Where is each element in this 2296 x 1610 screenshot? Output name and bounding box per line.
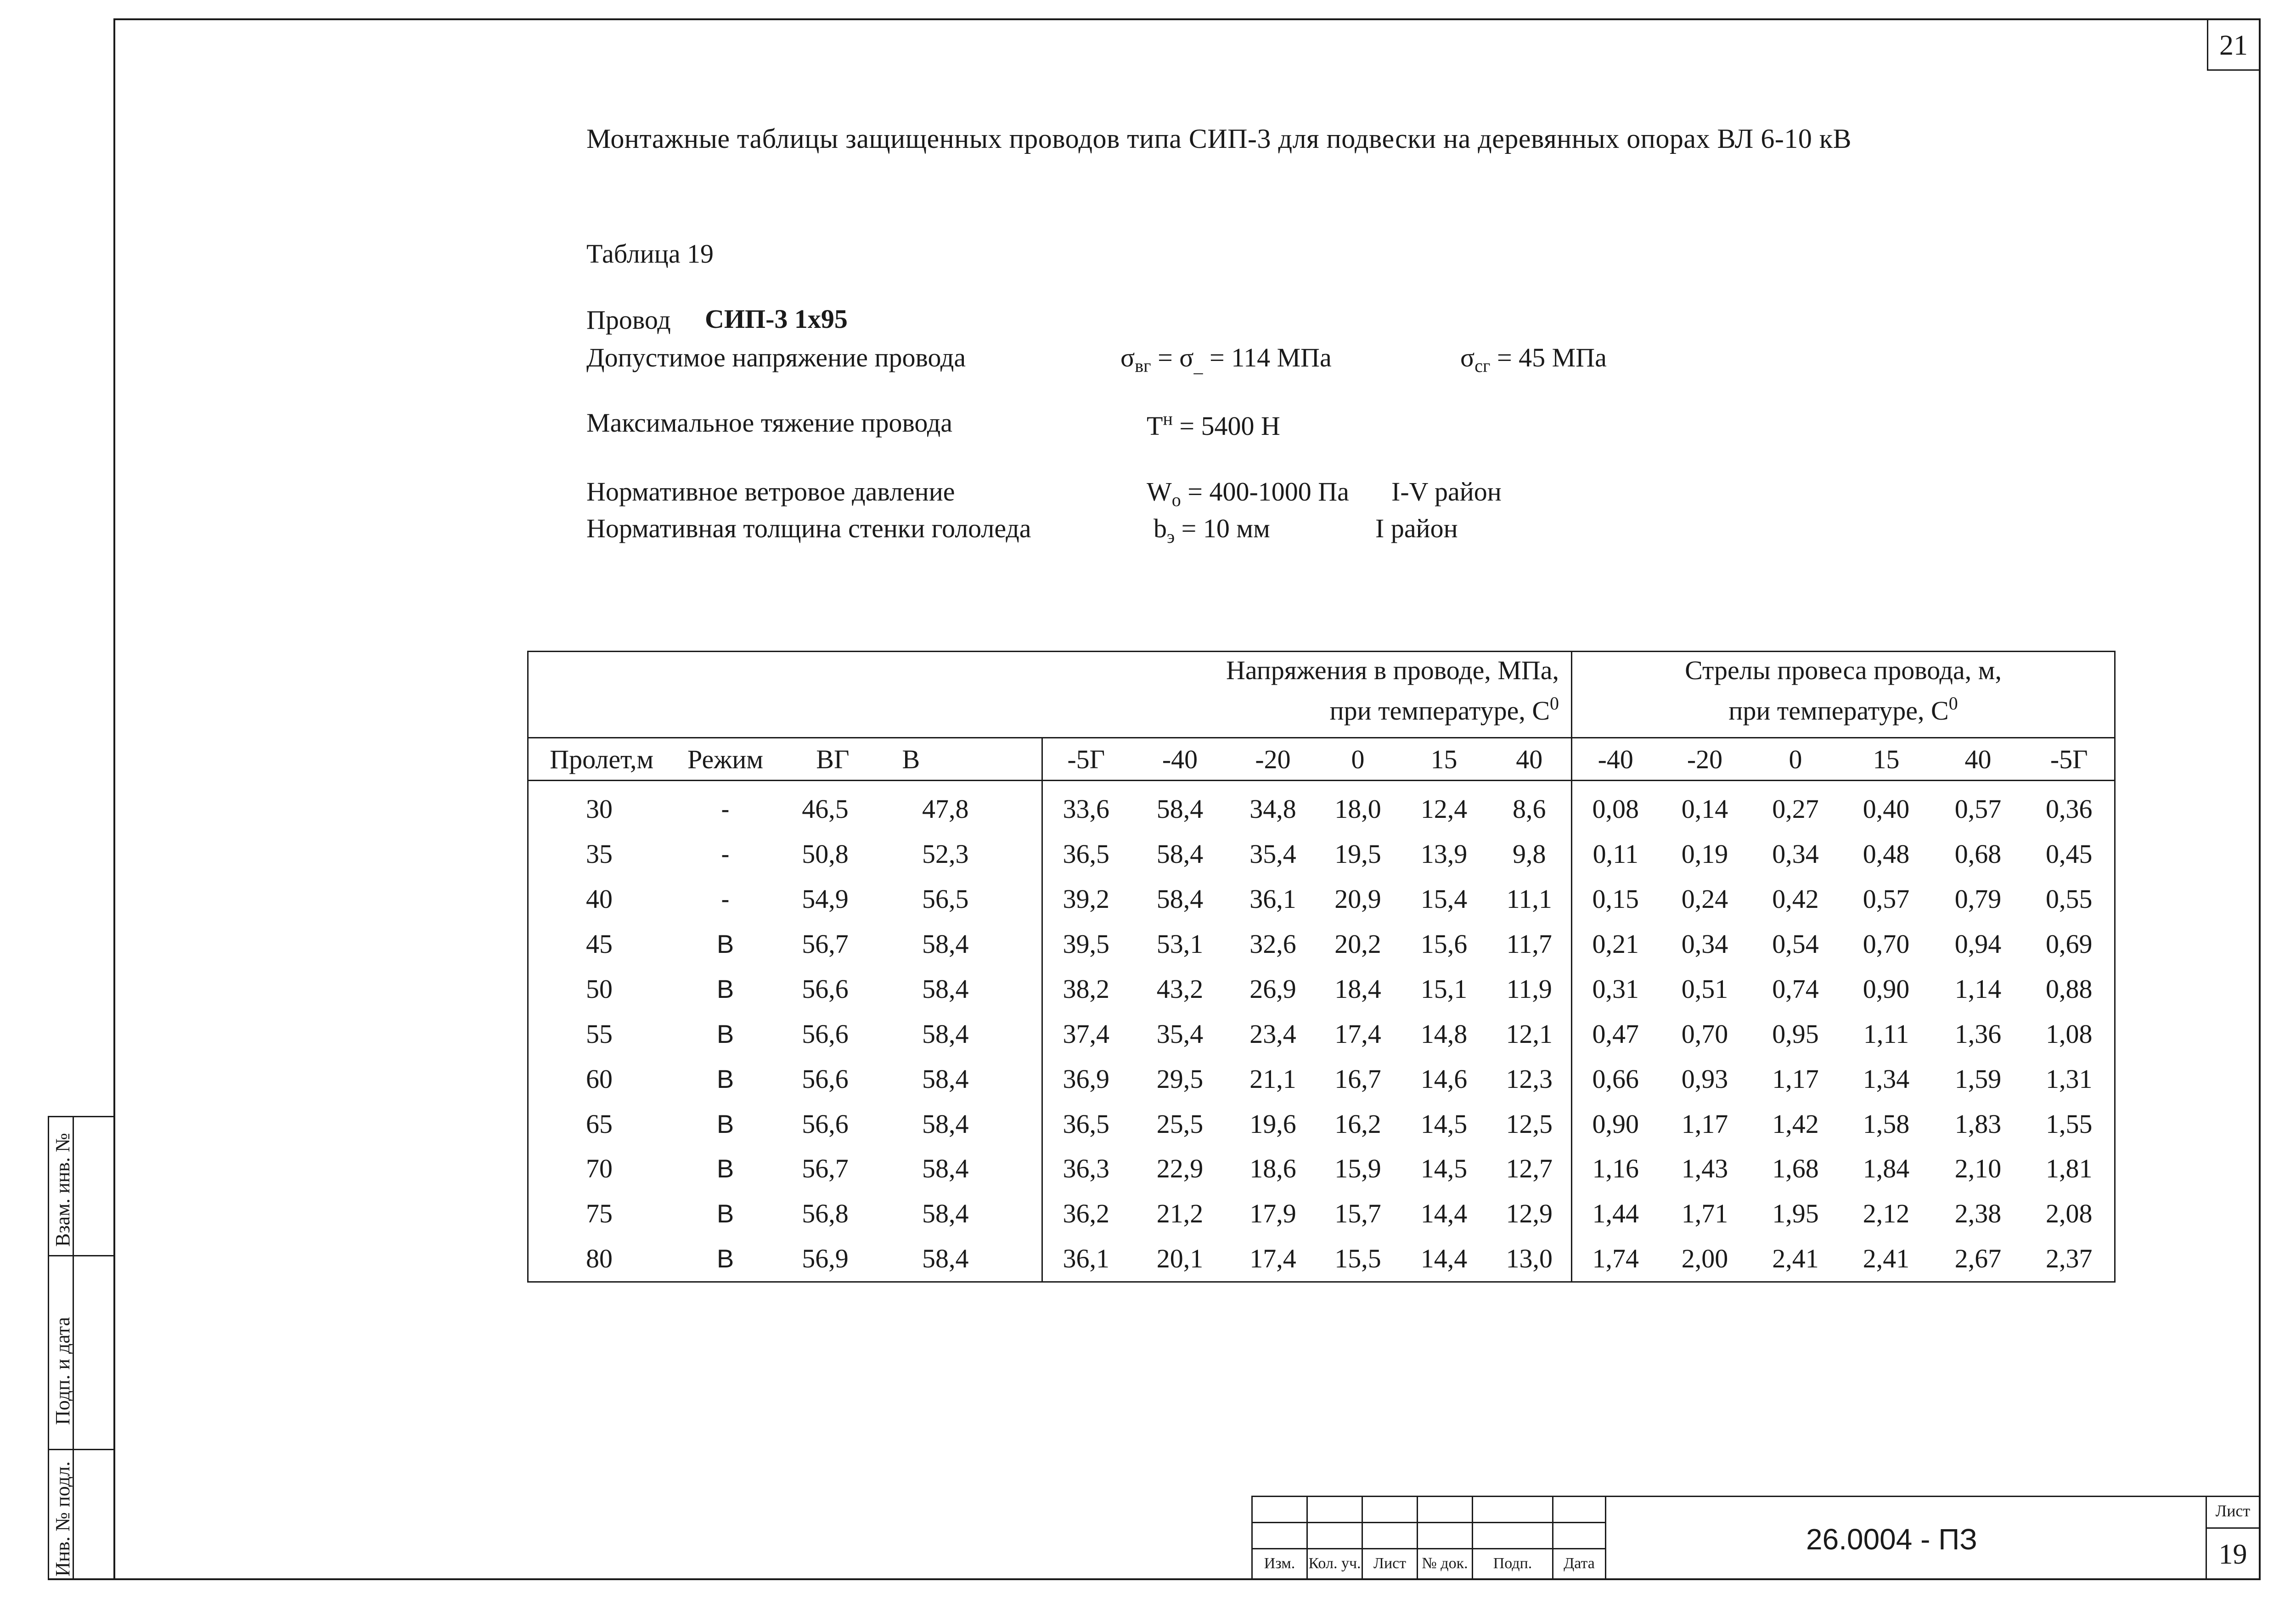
col-header: -5Г: [2024, 737, 2115, 780]
sheet-number: 19: [2218, 1539, 2247, 1570]
value-cell: 2,67: [1954, 1244, 2002, 1274]
value-cell: 56,6: [802, 1109, 849, 1139]
sheet-number-top: 21: [2219, 30, 2248, 61]
value-cell: 18,0: [1334, 794, 1381, 824]
sheet-number-box-top: [2207, 20, 2259, 71]
span-cell: 50: [586, 974, 613, 1004]
value-cell: 58,4: [922, 929, 969, 959]
sigma-blank-subscript: _: [1193, 355, 1203, 376]
mode-cell: В: [716, 1064, 734, 1093]
value-cell: 0,88: [2046, 974, 2093, 1004]
max-tension-value: [1147, 410, 1280, 439]
value-cell: 14,8: [1420, 1019, 1468, 1049]
mode-cell: В: [716, 1244, 734, 1273]
value-cell: 1,74: [1572, 1236, 1659, 1281]
value-cell: 2,37: [2046, 1244, 2093, 1274]
side-stamp-row-divider-2: [49, 1449, 115, 1450]
value-cell: 2,12: [1863, 1199, 1910, 1229]
wind-label: Нормативное ветровое давление: [586, 477, 955, 507]
allowable-stress-value: [1120, 344, 1332, 375]
value-cell: 36,1: [1249, 884, 1296, 914]
mode-cell: В: [716, 1154, 734, 1183]
sag-group-line1: Стрелы провеса провода, м,: [1685, 655, 2002, 685]
value-cell: 0,34: [1681, 929, 1728, 959]
value-cell: 9,8: [1513, 839, 1546, 869]
span-cell: 30: [586, 794, 613, 824]
stress-group-line1: Напряжения в проводе, МПа,: [1226, 655, 1559, 685]
frame-top: [113, 18, 2261, 20]
wind-subscript: о: [1171, 490, 1181, 510]
sag-group-temp: при температуре, С: [1728, 696, 1949, 726]
value-cell: 58,4: [922, 1064, 969, 1094]
value-cell: 12,7: [1506, 1154, 1553, 1184]
ice-value: [1154, 515, 1270, 546]
value-cell: 8,6: [1513, 794, 1546, 824]
table-row: [528, 966, 2115, 1011]
col-header: -5Г: [1042, 737, 1130, 780]
side-stamp-vzam: Взам. инв. №: [51, 1133, 74, 1247]
sigma-sg-subscript: сг: [1474, 355, 1491, 376]
value-cell: 15,6: [1420, 929, 1468, 959]
sigma-value: = 114 МПа: [1203, 343, 1332, 372]
value-cell: 1,36: [1954, 1019, 2002, 1049]
col-header: В: [875, 737, 1042, 780]
value-cell: 1,81: [2046, 1154, 2093, 1184]
mode-cell: В: [716, 1199, 734, 1228]
page-heading: Монтажные таблицы защищенных проводов типа СИП-3 для подвески на деревянных опорах ВЛ 6-10 кВ: [586, 124, 1852, 154]
col-header: 15: [1840, 737, 1932, 780]
value-cell: 0,68: [1954, 839, 2002, 869]
value-cell: 15,4: [1420, 884, 1468, 914]
col-header: 0: [1316, 737, 1401, 780]
value-cell: 17,4: [1334, 1019, 1381, 1049]
value-cell: 11,7: [1506, 929, 1552, 959]
value-cell: 2,00: [1681, 1244, 1728, 1274]
side-stamp-podp: Подп. и дата: [51, 1317, 74, 1425]
span-cell: 40: [586, 884, 613, 914]
value-cell: 47,8: [922, 794, 969, 824]
tension-number: = 5400 Н: [1172, 411, 1280, 441]
value-cell: 58,4: [922, 1019, 969, 1049]
value-cell: 0,66: [1572, 1056, 1659, 1101]
value-cell: 1,58: [1863, 1109, 1910, 1139]
table-row: [528, 1011, 2115, 1056]
sigma-sg-value: [1460, 344, 1607, 375]
value-cell: 0,70: [1863, 929, 1910, 959]
tb-label: Лист: [1362, 1548, 1418, 1579]
tension-symbol: Т: [1147, 411, 1163, 441]
wind-value: [1147, 478, 1349, 509]
value-cell: 0,27: [1772, 794, 1819, 824]
value-cell: 15,9: [1334, 1154, 1381, 1184]
value-cell: 39,2: [1042, 877, 1130, 922]
value-cell: 19,5: [1334, 839, 1381, 869]
sigma-sg-symbol: σ: [1460, 343, 1475, 372]
value-cell: 1,84: [1863, 1154, 1910, 1184]
frame-bottom: [48, 1578, 2261, 1580]
value-cell: 0,19: [1681, 839, 1728, 869]
value-cell: 1,16: [1572, 1146, 1659, 1191]
value-cell: 1,31: [2046, 1064, 2093, 1094]
value-cell: 0,57: [1954, 794, 2002, 824]
value-cell: 15,5: [1334, 1244, 1381, 1274]
table-filler-row: [528, 1281, 2115, 1282]
value-cell: 1,17: [1681, 1109, 1728, 1139]
col-header: -40: [1572, 737, 1659, 780]
col-header: 40: [1932, 737, 2024, 780]
value-cell: 58,4: [922, 1199, 969, 1229]
document-code: 26.0004 - ПЗ: [1806, 1523, 1977, 1556]
span-cell: 55: [586, 1019, 613, 1049]
ice-subscript: э: [1167, 526, 1175, 547]
value-cell: 56,9: [802, 1244, 849, 1274]
table-row: [528, 1146, 2115, 1191]
value-cell: 1,17: [1772, 1064, 1819, 1094]
table-row: [528, 877, 2115, 922]
value-cell: 0,90: [1863, 974, 1910, 1004]
col-header: 0: [1751, 737, 1840, 780]
value-cell: 0,57: [1863, 884, 1910, 914]
value-cell: 1,34: [1863, 1064, 1910, 1094]
value-cell: 18,6: [1249, 1154, 1296, 1184]
value-cell: 1,68: [1772, 1154, 1819, 1184]
stress-group-line2: [529, 687, 1559, 727]
col-header: 40: [1488, 737, 1572, 780]
value-cell: 1,59: [1954, 1064, 2002, 1094]
tb-label: Изм.: [1252, 1548, 1307, 1579]
value-cell: 0,55: [2046, 884, 2093, 914]
value-cell: 0,31: [1572, 966, 1659, 1011]
value-cell: 11,9: [1506, 974, 1552, 1004]
value-cell: 43,2: [1156, 974, 1204, 1004]
value-cell: 50,8: [802, 839, 849, 869]
span-cell: 60: [586, 1064, 613, 1094]
value-cell: 1,71: [1681, 1199, 1728, 1229]
value-cell: 56,7: [802, 929, 849, 959]
mode-cell: В: [716, 974, 734, 1003]
value-cell: 19,6: [1249, 1109, 1296, 1139]
value-cell: 56,5: [922, 884, 969, 914]
value-cell: 15,7: [1334, 1199, 1381, 1229]
value-cell: 0,36: [2046, 794, 2093, 824]
value-cell: 12,4: [1420, 794, 1468, 824]
col-header: -20: [1231, 737, 1316, 780]
value-cell: 17,9: [1249, 1199, 1296, 1229]
table-row: [528, 1191, 2115, 1236]
value-cell: 1,44: [1572, 1191, 1659, 1236]
revision-grid: [1251, 1496, 1606, 1580]
col-header: ВГ: [776, 737, 875, 780]
tb-label: Кол. уч.: [1307, 1548, 1362, 1579]
title-block: [1251, 1496, 2259, 1578]
value-cell: 20,2: [1334, 929, 1381, 959]
value-cell: 56,6: [802, 1064, 849, 1094]
sigma-sg-number: = 45 МПа: [1490, 343, 1607, 372]
value-cell: 56,7: [802, 1154, 849, 1184]
value-cell: 1,42: [1772, 1109, 1819, 1139]
value-cell: 58,4: [1156, 839, 1204, 869]
value-cell: 54,9: [802, 884, 849, 914]
value-cell: 14,5: [1420, 1109, 1468, 1139]
table-row: [528, 1056, 2115, 1101]
value-cell: 0,34: [1772, 839, 1819, 869]
value-cell: 1,95: [1772, 1199, 1819, 1229]
value-cell: 12,3: [1506, 1064, 1553, 1094]
value-cell: 0,70: [1681, 1019, 1728, 1049]
span-cell: 35: [586, 839, 613, 869]
span-cell: 65: [586, 1109, 613, 1139]
side-stamp-inv: Инв. № подл.: [51, 1461, 74, 1576]
value-cell: 14,5: [1420, 1154, 1468, 1184]
col-header: -40: [1130, 737, 1231, 780]
value-cell: 35,4: [1156, 1019, 1204, 1049]
side-stamp-row-divider-1: [49, 1255, 115, 1256]
value-cell: 0,93: [1681, 1064, 1728, 1094]
wind-number: = 400-1000 Па: [1181, 477, 1349, 507]
value-cell: 39,5: [1042, 922, 1130, 967]
value-cell: 0,47: [1572, 1011, 1659, 1056]
sigma-vg-subscript: вг: [1135, 355, 1151, 376]
col-header: Пролет,м: [528, 737, 675, 780]
sigma-eq: = σ: [1151, 343, 1194, 372]
value-cell: 17,4: [1249, 1244, 1296, 1274]
value-cell: 12,9: [1506, 1199, 1553, 1229]
tb-label: Дата: [1553, 1548, 1606, 1579]
wire-value: СИП-3 1х95: [705, 304, 848, 334]
value-cell: 18,4: [1334, 974, 1381, 1004]
value-cell: 52,3: [922, 839, 969, 869]
value-cell: 0,54: [1772, 929, 1819, 959]
value-cell: 25,5: [1156, 1109, 1204, 1139]
value-cell: 14,4: [1420, 1199, 1468, 1229]
value-cell: 0,42: [1772, 884, 1819, 914]
value-cell: 36,3: [1042, 1146, 1130, 1191]
value-cell: 0,45: [2046, 839, 2093, 869]
value-cell: 12,5: [1506, 1109, 1553, 1139]
value-cell: 36,5: [1042, 832, 1130, 877]
value-cell: 0,14: [1681, 794, 1728, 824]
value-cell: 58,4: [922, 974, 969, 1004]
value-cell: 23,4: [1249, 1019, 1296, 1049]
sheet-box-divider: [2207, 1527, 2259, 1529]
value-cell: 13,9: [1420, 839, 1468, 869]
value-cell: 35,4: [1249, 839, 1296, 869]
table-row: [528, 1236, 2115, 1281]
allowable-stress-label: Допустимое напряжение провода: [586, 343, 966, 372]
value-cell: 0,24: [1681, 884, 1728, 914]
value-cell: 13,0: [1506, 1244, 1553, 1274]
value-cell: 38,2: [1042, 966, 1130, 1011]
value-cell: 0,40: [1863, 794, 1910, 824]
value-cell: 0,11: [1572, 832, 1659, 877]
table-body: [528, 781, 2115, 1281]
mode-cell: -: [721, 884, 730, 914]
value-cell: 1,43: [1681, 1154, 1728, 1184]
value-cell: 2,38: [1954, 1199, 2002, 1229]
value-cell: 0,69: [2046, 929, 2093, 959]
table-row: [528, 1101, 2115, 1146]
sigma-vg-symbol: σ: [1120, 343, 1135, 372]
span-cell: 75: [586, 1199, 613, 1229]
value-cell: 0,74: [1772, 974, 1819, 1004]
tb-label: Подп.: [1473, 1548, 1553, 1579]
value-cell: 37,4: [1042, 1011, 1130, 1056]
value-cell: 0,15: [1572, 877, 1659, 922]
mode-cell: В: [716, 1109, 734, 1138]
stress-group-header: [528, 652, 1572, 738]
value-cell: 0,08: [1572, 781, 1659, 832]
value-cell: 1,08: [2046, 1019, 2093, 1049]
value-cell: 56,6: [802, 974, 849, 1004]
col-header: Режим: [675, 737, 776, 780]
wind-symbol: W: [1147, 477, 1172, 507]
sag-group-line2: [1572, 687, 2114, 727]
mounting-table: [527, 651, 2116, 1283]
wind-region: I-V район: [1391, 477, 1502, 507]
value-cell: 20,9: [1334, 884, 1381, 914]
value-cell: 21,1: [1249, 1064, 1296, 1094]
value-cell: 58,4: [1156, 794, 1204, 824]
mode-cell: В: [716, 929, 734, 958]
value-cell: 36,9: [1042, 1056, 1130, 1101]
value-cell: 0,94: [1954, 929, 2002, 959]
value-cell: 53,1: [1156, 929, 1204, 959]
value-cell: 1,55: [2046, 1109, 2093, 1139]
value-cell: 2,41: [1863, 1244, 1910, 1274]
sheet-box-label: Лист: [2215, 1502, 2251, 1520]
value-cell: 22,9: [1156, 1154, 1204, 1184]
mode-cell: -: [721, 839, 730, 869]
value-cell: 0,21: [1572, 922, 1659, 967]
sag-group-header: [1572, 652, 2115, 738]
value-cell: 21,2: [1156, 1199, 1204, 1229]
value-cell: 2,10: [1954, 1154, 2002, 1184]
span-cell: 80: [586, 1244, 613, 1274]
value-cell: 20,1: [1156, 1244, 1204, 1274]
sheet-box: [2206, 1497, 2259, 1578]
table-label: Таблица 19: [586, 239, 714, 269]
table-row: [528, 781, 2115, 832]
tension-superscript: н: [1163, 408, 1173, 429]
value-cell: 16,2: [1334, 1109, 1381, 1139]
tb-label: № док.: [1418, 1548, 1473, 1579]
value-cell: 26,9: [1249, 974, 1296, 1004]
value-cell: 33,6: [1042, 781, 1130, 832]
value-cell: 34,8: [1249, 794, 1296, 824]
value-cell: 58,4: [922, 1244, 969, 1274]
value-cell: 15,1: [1420, 974, 1468, 1004]
value-cell: 1,14: [1954, 974, 2002, 1004]
table-row: [528, 922, 2115, 967]
value-cell: 0,90: [1572, 1101, 1659, 1146]
value-cell: 12,1: [1506, 1019, 1553, 1049]
mode-cell: -: [721, 794, 730, 823]
value-cell: 58,4: [1156, 884, 1204, 914]
ice-label: Нормативная толщина стенки гололеда: [586, 513, 1031, 543]
side-stamp: [48, 1116, 115, 1580]
value-cell: 46,5: [802, 794, 849, 824]
stress-group-temp: при температуре, С: [1329, 696, 1550, 726]
frame-right: [2259, 18, 2261, 1580]
value-cell: 1,83: [1954, 1109, 2002, 1139]
value-cell: 58,4: [922, 1109, 969, 1139]
value-cell: 0,51: [1681, 974, 1728, 1004]
column-header-row: [528, 737, 2115, 780]
value-cell: 32,6: [1249, 929, 1296, 959]
value-cell: 2,41: [1772, 1244, 1819, 1274]
value-cell: 1,11: [1863, 1019, 1909, 1049]
value-cell: 58,4: [922, 1154, 969, 1184]
value-cell: 14,6: [1420, 1064, 1468, 1094]
value-cell: 36,1: [1042, 1236, 1130, 1281]
value-cell: 2,08: [2046, 1199, 2093, 1229]
wire-label: Провод: [586, 305, 671, 335]
sag-group-sup: 0: [1948, 693, 1958, 714]
value-cell: 0,95: [1772, 1019, 1819, 1049]
span-cell: 45: [586, 929, 613, 959]
ice-number: = 10 мм: [1175, 513, 1270, 543]
ice-region: I район: [1375, 513, 1458, 543]
value-cell: 29,5: [1156, 1064, 1204, 1094]
col-header: 15: [1401, 737, 1488, 780]
value-cell: 56,8: [802, 1199, 849, 1229]
table-row: [528, 832, 2115, 877]
value-cell: 11,1: [1506, 884, 1552, 914]
value-cell: 56,6: [802, 1019, 849, 1049]
value-cell: 0,48: [1863, 839, 1910, 869]
value-cell: 16,7: [1334, 1064, 1381, 1094]
value-cell: 14,4: [1420, 1244, 1468, 1274]
mode-cell: В: [716, 1019, 734, 1048]
value-cell: 36,5: [1042, 1101, 1130, 1146]
stress-group-sup: 0: [1550, 693, 1559, 714]
value-cell: 36,2: [1042, 1191, 1130, 1236]
col-header: -20: [1659, 737, 1751, 780]
ice-symbol: b: [1154, 513, 1167, 543]
value-cell: 0,79: [1954, 884, 2002, 914]
span-cell: 70: [586, 1154, 613, 1184]
max-tension-label: Максимальное тяжение провода: [586, 408, 953, 438]
